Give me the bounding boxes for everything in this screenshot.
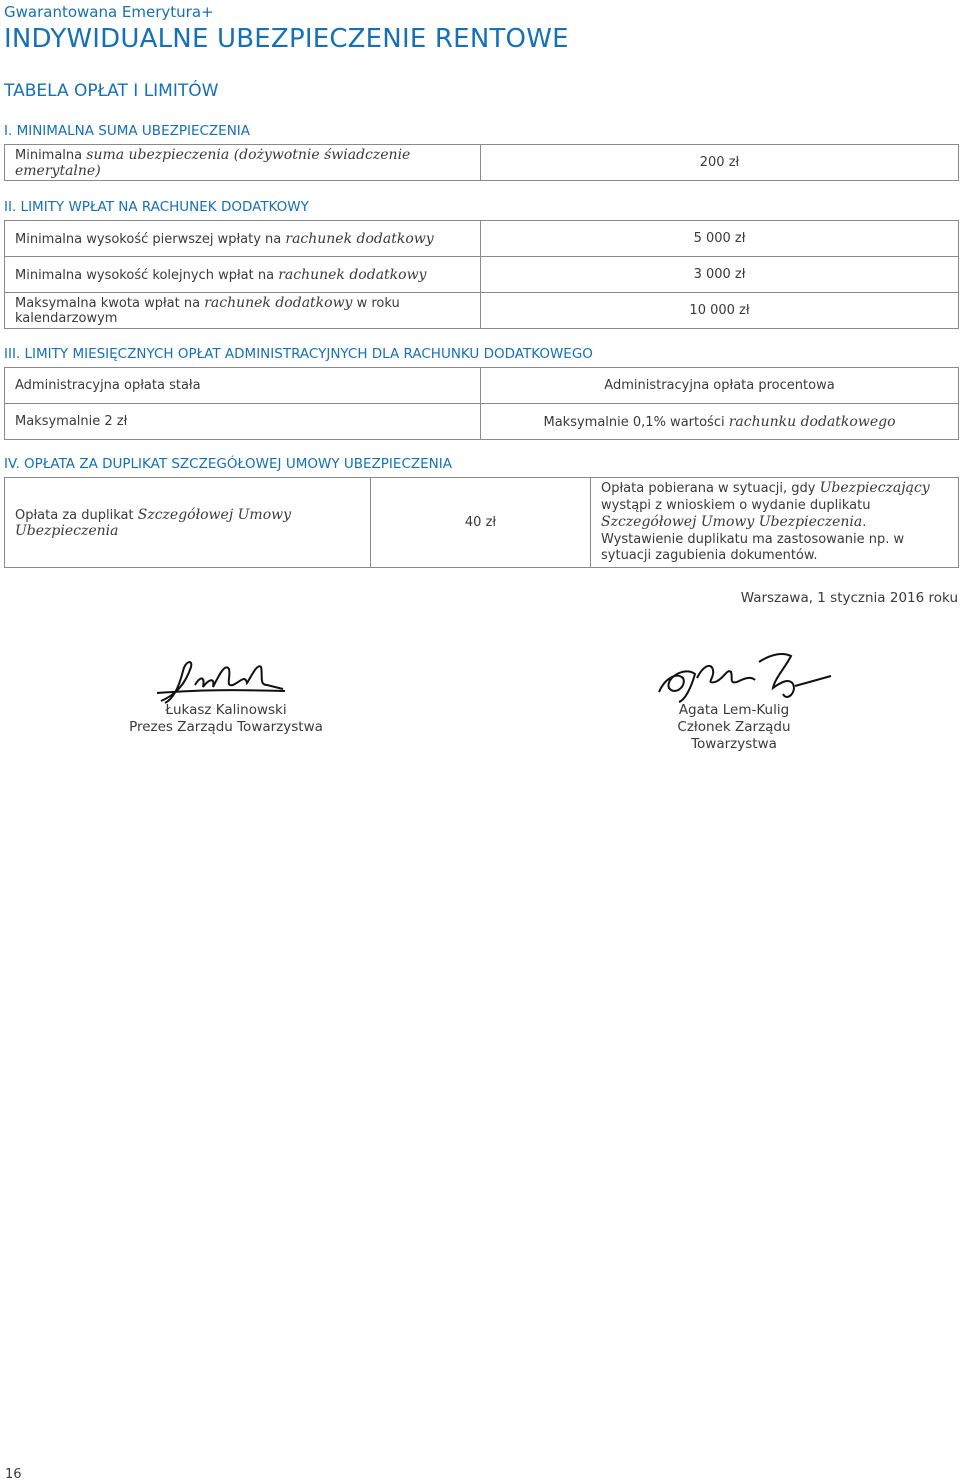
min-sum-table: [4, 144, 959, 181]
table-cell-label: Minimalna suma ubezpieczenia (dożywotnie świadczenie emerytalne): [5, 145, 481, 181]
signature-2-image: [655, 648, 835, 704]
signatory-name: Łukasz Kalinowski: [165, 702, 287, 718]
table-cell-label: Maksymalna kwota wpłat na rachunek dodatkowy w roku kalendarzowym: [5, 293, 481, 329]
table-row: [5, 404, 959, 440]
admin-fees-table: [4, 367, 959, 440]
brand-name: Gwarantowana Emerytura+: [4, 3, 214, 21]
table-cell-header: Administracyjna opłata procentowa: [481, 368, 959, 404]
date-place: Warszawa, 1 stycznia 2016 roku: [740, 590, 958, 606]
table-cell-header: Administracyjna opłata stała: [5, 368, 481, 404]
signatory-2: [634, 702, 834, 753]
payment-limits-table: [4, 220, 959, 329]
signatory-name: Agata Lem-Kulig: [678, 702, 790, 718]
table-cell-value: 3 000 zł: [481, 257, 959, 293]
table-cell-value: 40 zł: [371, 478, 591, 568]
table-row: [5, 293, 959, 329]
table-row: [5, 478, 959, 568]
page-number: 16: [5, 1467, 22, 1482]
page-title: INDYWIDUALNE UBEZPIECZENIE RENTOWE: [4, 24, 569, 54]
table-cell-label: Minimalna wysokość kolejnych wpłat na rachunek dodatkowy: [5, 257, 481, 293]
table-cell-value: 10 000 zł: [481, 293, 959, 329]
table-cell-value: 200 zł: [481, 145, 959, 181]
section-heading-1: I. MINIMALNA SUMA UBEZPIECZENIA: [4, 123, 251, 139]
table-row: [5, 145, 959, 181]
signatory-role: Prezes Zarządu Towarzystwa: [129, 719, 323, 735]
section-heading-3: III. LIMITY MIESIĘCZNYCH OPŁAT ADMINISTRACYJNYCH DLA RACHUNKU DODATKOWEGO: [4, 346, 593, 362]
page-subtitle: TABELA OPŁAT I LIMITÓW: [4, 81, 219, 101]
section-heading-4: IV. OPŁATA ZA DUPLIKAT SZCZEGÓŁOWEJ UMOWY UBEZPIECZENIA: [4, 456, 452, 472]
table-cell-value: 5 000 zł: [481, 221, 959, 257]
table-row: [5, 368, 959, 404]
table-cell-note: Opłata pobierana w sytuacji, gdy Ubezpieczający wystąpi z wnioskiem o wydanie duplikatu Szczegółowej Umowy Ubezpieczenia. Wystawienie duplikatu ma zastosowanie np. w sytuacji zagubienia dokumentów.: [591, 478, 959, 568]
signatory-1: [126, 702, 326, 736]
signature-1-image: [155, 655, 295, 707]
table-cell-value: Maksymalnie 0,1% wartości rachunku dodatkowego: [481, 404, 959, 440]
table-row: [5, 257, 959, 293]
signatory-role: Członek Zarządu Towarzystwa: [677, 719, 791, 752]
duplicate-fee-table: [4, 477, 959, 568]
table-cell-label: Opłata za duplikat Szczegółowej Umowy Ubezpieczenia: [5, 478, 371, 568]
table-row: [5, 221, 959, 257]
table-cell-label: Minimalna wysokość pierwszej wpłaty na rachunek dodatkowy: [5, 221, 481, 257]
table-cell-value: Maksymalnie 2 zł: [5, 404, 481, 440]
section-heading-2: II. LIMITY WPŁAT NA RACHUNEK DODATKOWY: [4, 199, 309, 215]
